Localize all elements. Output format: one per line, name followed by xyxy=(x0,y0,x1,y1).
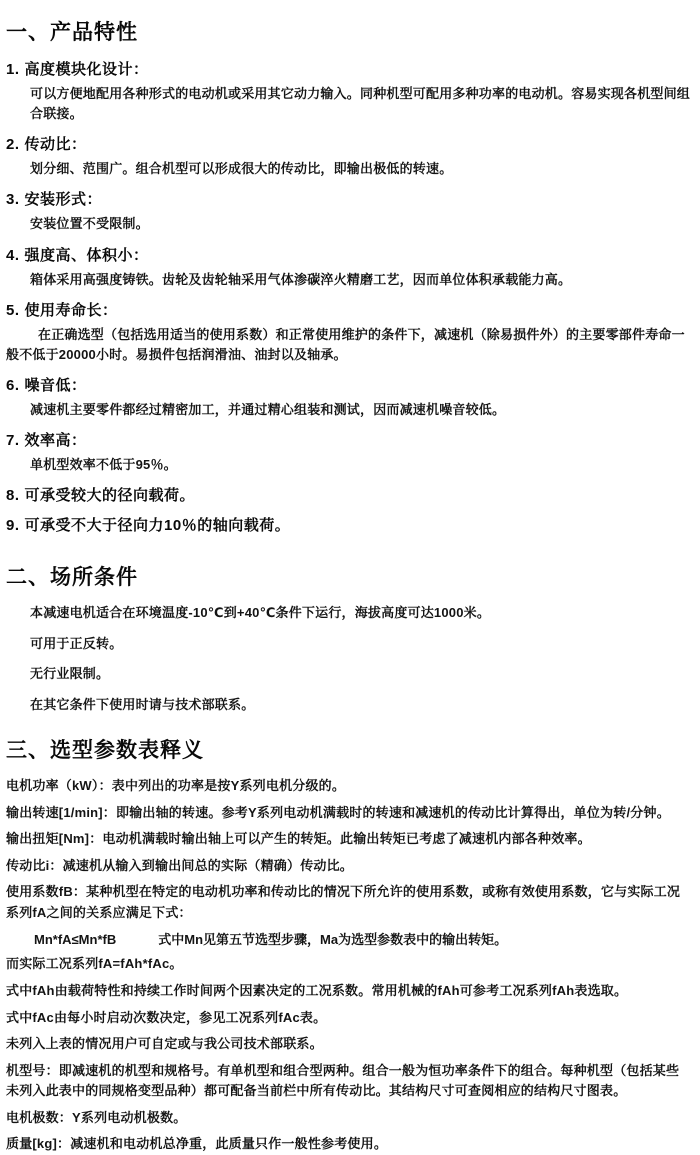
formula-note: 式中Mn见第五节选型步骤，Ma为选型参数表中的输出转矩。 xyxy=(158,932,508,948)
item-number: 6. xyxy=(6,376,20,394)
item-title-text: 使用寿命长： xyxy=(24,301,118,319)
formula: Mn*fA≤Mn*fB xyxy=(34,932,117,948)
feature-item-3 xyxy=(6,188,692,234)
item-title xyxy=(6,374,692,395)
item-body: 安装位置不受限制。 xyxy=(30,216,149,232)
item-number: 2. xyxy=(6,136,20,154)
section-product-features xyxy=(6,16,692,535)
feature-item-8 xyxy=(6,484,692,505)
paragraph-fa-equation: 而实际工况系列fA=fAh*fAc。 xyxy=(6,956,183,972)
item-title xyxy=(6,514,692,535)
item-title-text: 安装形式： xyxy=(24,191,103,209)
feature-item-6 xyxy=(6,374,692,420)
section-site-conditions xyxy=(6,561,692,714)
item-title-text: 高度模块化设计： xyxy=(24,61,149,78)
paragraph: 可用于正反转。 xyxy=(30,635,123,651)
section-parameter-table-glossary xyxy=(6,734,692,1154)
paragraph-fah: 式中fAh由载荷特性和持续工作时间两个因素决定的工况系数。常用机械的fAh可参考工况系列fAh表选取。 xyxy=(6,982,628,998)
paragraph: 本减速电机适合在环境温度-10℃到+40℃条件下运行，海拔高度可达1000米。 xyxy=(30,605,491,621)
item-number: 9. xyxy=(6,517,20,535)
item-title xyxy=(6,484,692,505)
paragraph-not-listed: 未列入上表的情况用户可自定或与我公司技术部联系。 xyxy=(6,1036,323,1052)
feature-item-9 xyxy=(6,514,692,535)
item-number: 7. xyxy=(6,432,20,450)
section-2-heading: 二、场所条件 xyxy=(6,566,138,590)
feature-item-5 xyxy=(6,299,692,365)
item-title-text: 噪音低： xyxy=(24,376,87,394)
paragraph: 在其它条件下使用时请与技术部联系。 xyxy=(30,696,255,712)
paragraph-output-torque: 输出扭矩[Nm]：电动机满载时输出轴上可以产生的转矩。此输出转矩已考虑了减速机内部各种效率。 xyxy=(6,831,591,847)
section-3-heading: 三、选型参数表释义 xyxy=(6,739,204,763)
paragraph-service-factor: 使用系数fB：某种机型在特定的电动机功率和传动比的情况下所允许的使用系数，或称有效使用系数，它与实际工况系列fA之间的关系应满足下式： xyxy=(6,884,681,920)
section-1-heading: 一、产品特性 xyxy=(6,21,138,44)
item-number: 3. xyxy=(6,191,20,209)
paragraph-fac: 式中fAc由每小时启动次数决定，参见工况系列fAc表。 xyxy=(6,1009,327,1025)
feature-item-4 xyxy=(6,244,692,290)
formula-line xyxy=(6,929,692,948)
paragraph-motor-power: 电机功率（kW）：表中列出的功率是按Y系列电机分级的。 xyxy=(6,778,346,794)
item-title xyxy=(6,133,692,154)
item-body: 单机型效率不低于95％。 xyxy=(30,457,177,473)
paragraph-motor-poles: 电机极数：Y系列电动机极数。 xyxy=(6,1109,187,1125)
feature-item-7 xyxy=(6,429,692,475)
feature-item-1 xyxy=(6,58,692,124)
item-body: 减速机主要零件都经过精密加工，并通过精心组装和测试，因而减速机噪音较低。 xyxy=(30,401,506,417)
item-title xyxy=(6,58,692,79)
item-body: 划分细、范围广。组合机型可以形成很大的传动比，即输出极低的转速。 xyxy=(30,161,453,177)
paragraph-ratio: 传动比i：减速机从输入到输出间总的实际（精确）传动比。 xyxy=(6,857,354,873)
item-title xyxy=(6,188,692,209)
item-title xyxy=(6,244,692,265)
item-title xyxy=(6,299,692,320)
item-title-text: 效率高： xyxy=(24,432,87,450)
feature-item-2 xyxy=(6,133,692,179)
item-number: 8. xyxy=(6,487,20,505)
item-body: 在正确选型（包括选用适当的使用系数）和正常使用维护的条件下，减速机（除易损件外）的主要零部件寿命一般不低于20000小时。易损件包括润滑油、油封以及轴承。 xyxy=(6,326,685,362)
paragraph-output-speed: 输出转速[1/min]：即输出轴的转速。参考Y系列电动机满载时的转速和减速机的传动比计算得出，单位为转/分钟。 xyxy=(6,804,670,820)
item-number: 5. xyxy=(6,301,20,319)
item-title-text: 强度高、体积小： xyxy=(24,246,149,264)
item-title xyxy=(6,429,692,450)
item-body: 可以方便地配用各种形式的电动机或采用其它动力输入。同种机型可配用多种功率的电动机。容易实现各机型间组合联接。 xyxy=(30,86,691,122)
paragraph-weight: 质量[kg]：减速机和电动机总净重，此质量只作一般性参考使用。 xyxy=(6,1136,388,1152)
paragraph-model-number: 机型号：即减速机的机型和规格号。有单机型和组合型两种。组合一般为恒功率条件下的组合。每种机型（包括某些未列入此表中的同规格变型品种）都可配备当前栏中所有传动比。其结构尺寸可查阅相应的结构尺寸图表。 xyxy=(6,1062,680,1099)
item-title-text: 传动比： xyxy=(24,136,87,154)
item-number: 1. xyxy=(6,61,20,78)
item-title-text: 可承受较大的径向载荷。 xyxy=(24,487,196,505)
paragraph: 无行业限制。 xyxy=(30,666,110,682)
item-body: 箱体采用高强度铸铁。齿轮及齿轮轴采用气体渗碳淬火精磨工艺，因而单位体积承载能力高。 xyxy=(30,271,572,287)
item-title-text: 可承受不大于径向力10％的轴向载荷。 xyxy=(24,517,291,535)
item-number: 4. xyxy=(6,246,20,264)
